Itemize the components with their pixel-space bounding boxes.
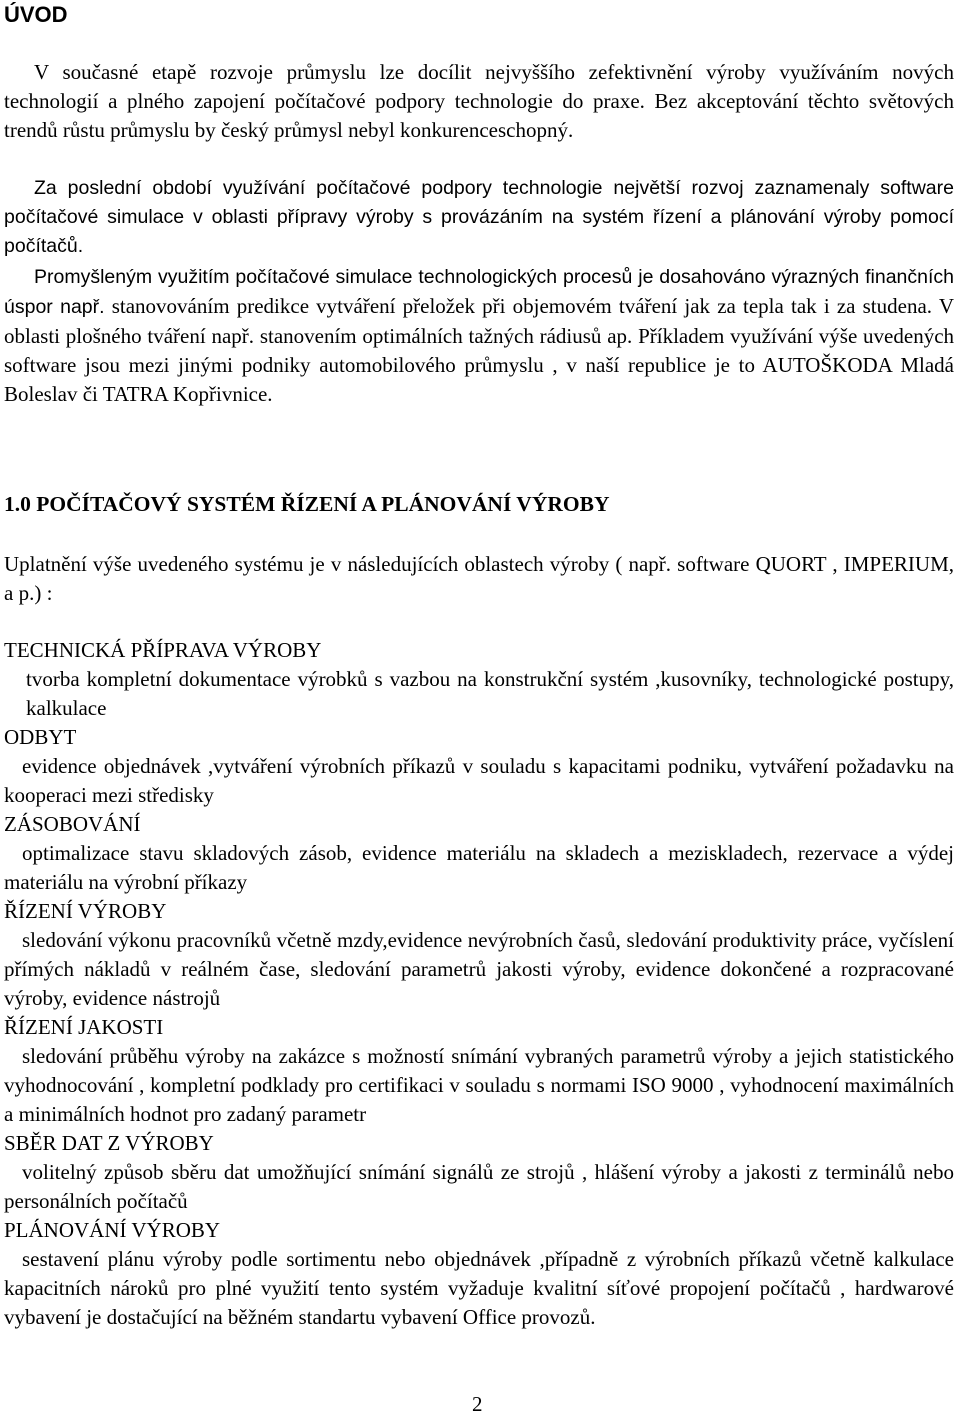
intro-text-1: V současné etapě rozvoje průmyslu lze docílit nejvyššího zefektivnění výroby využíváním nových technologií a plného zapojení počítačové podpory technologie do praxe. Bez akceptování těchto světových trendů růstu průmyslu by český průmysl nebyl konkurenceschopný. bbox=[4, 60, 954, 142]
area-name: TECHNICKÁ PŘÍPRAVA VÝROBY bbox=[4, 638, 322, 662]
area-name: ŘÍZENÍ VÝROBY bbox=[4, 899, 167, 923]
area-description: sledování výkonu pracovníků včetně mzdy,evidence nevýrobních časů, sledování produktivity práce, vyčíslení přímých nákladů v reálném čase, sledování parametrů jakosti výroby, evidence dokončené a rozpracované výroby, evidence nástrojů bbox=[4, 928, 954, 1010]
intro-paragraph-3 bbox=[4, 262, 954, 409]
area-list bbox=[4, 636, 954, 1332]
intro-text-3a: Promyšleným využitím počítačové simulace technologických procesů je dosahováno výrazných finančních úspor např. bbox=[4, 266, 954, 318]
section-lead: Uplatnění výše uvedeného systému je v následujících oblastech výroby ( např. software QUORT , IMPERIUM, a p.) : bbox=[4, 552, 954, 605]
intro-text-3c: Příkladem využívání výše uvedených software jsou mezi jinými podniky automobilového průmyslu , v naší republice je to AUTOŠKODA Mladá Boleslav či TATRA Kopřivnice. bbox=[4, 324, 955, 406]
list-item bbox=[4, 897, 954, 1013]
area-description: tvorba kompletní dokumentace výrobků s vazbou na konstrukční systém ,kusovníky, technologické postupy, kalkulace bbox=[26, 667, 954, 720]
area-name: PLÁNOVÁNÍ VÝROBY bbox=[4, 1218, 221, 1242]
area-description: evidence objednávek ,vytváření výrobních příkazů v souladu s kapacitami podniku, vytváření požadavku na kooperaci mezi středisky bbox=[4, 754, 954, 807]
section-title: 1.0 POČÍTAČOVÝ SYSTÉM ŘÍZENÍ A PLÁNOVÁNÍ VÝROBY bbox=[4, 492, 610, 516]
area-name: ŘÍZENÍ JAKOSTI bbox=[4, 1015, 164, 1039]
page-number: 2 bbox=[472, 1392, 483, 1416]
intro-text-2: Za poslední období využívání počítačové podpory technologie největší rozvoj zaznamenaly software počítačové simulace v oblasti přípravy výroby s provázáním na systém řízení a plánování výroby pomocí počítačů. bbox=[4, 177, 954, 257]
intro-text-3b: stanovováním predikce vytváření přeložek při objemovém tváření jak za tepla tak i za studena. V oblasti plošného tváření např. stanovením optimálních tažných rádiusů ap. bbox=[4, 294, 954, 348]
intro-paragraph-1 bbox=[4, 58, 954, 145]
list-item bbox=[4, 723, 954, 810]
list-item bbox=[4, 810, 954, 897]
area-description: optimalizace stavu skladových zásob, evidence materiálu na skladech a meziskladech, rezervace a výdej materiálu na výrobní příkazy bbox=[4, 841, 954, 894]
area-description: volitelný způsob sběru dat umožňující snímání signálů ze strojů , hlášení výroby a jakosti z terminálů nebo personálních počítačů bbox=[4, 1160, 954, 1213]
area-name: ODBYT bbox=[4, 725, 77, 749]
page-heading: ÚVOD bbox=[4, 2, 68, 27]
area-name: ZÁSOBOVÁNÍ bbox=[4, 812, 141, 836]
intro-paragraph-2 bbox=[4, 174, 954, 261]
area-description: sledování průběhu výroby na zakázce s možností snímání vybraných parametrů výroby a jejich statistického vyhodnocování , kompletní podklady pro certifikaci v souladu s normami ISO 9000 , vyhodnocení maximálních a minimálních hodnot pro zadaný parametr bbox=[4, 1044, 954, 1126]
area-description: sestavení plánu výroby podle sortimentu nebo objednávek ,případně z výrobních příkazů včetně kalkulace kapacitních nároků pro plné využití tento systém vyžaduje kvalitní síťové propojení počítačů , hardwarové vybavení je dostačující na běžném standartu vybavení Office provozů. bbox=[4, 1247, 954, 1329]
list-item bbox=[4, 1216, 954, 1332]
list-item bbox=[4, 1013, 954, 1129]
area-name: SBĚR DAT Z VÝROBY bbox=[4, 1131, 214, 1155]
list-item bbox=[4, 1129, 954, 1216]
list-item bbox=[4, 636, 954, 723]
